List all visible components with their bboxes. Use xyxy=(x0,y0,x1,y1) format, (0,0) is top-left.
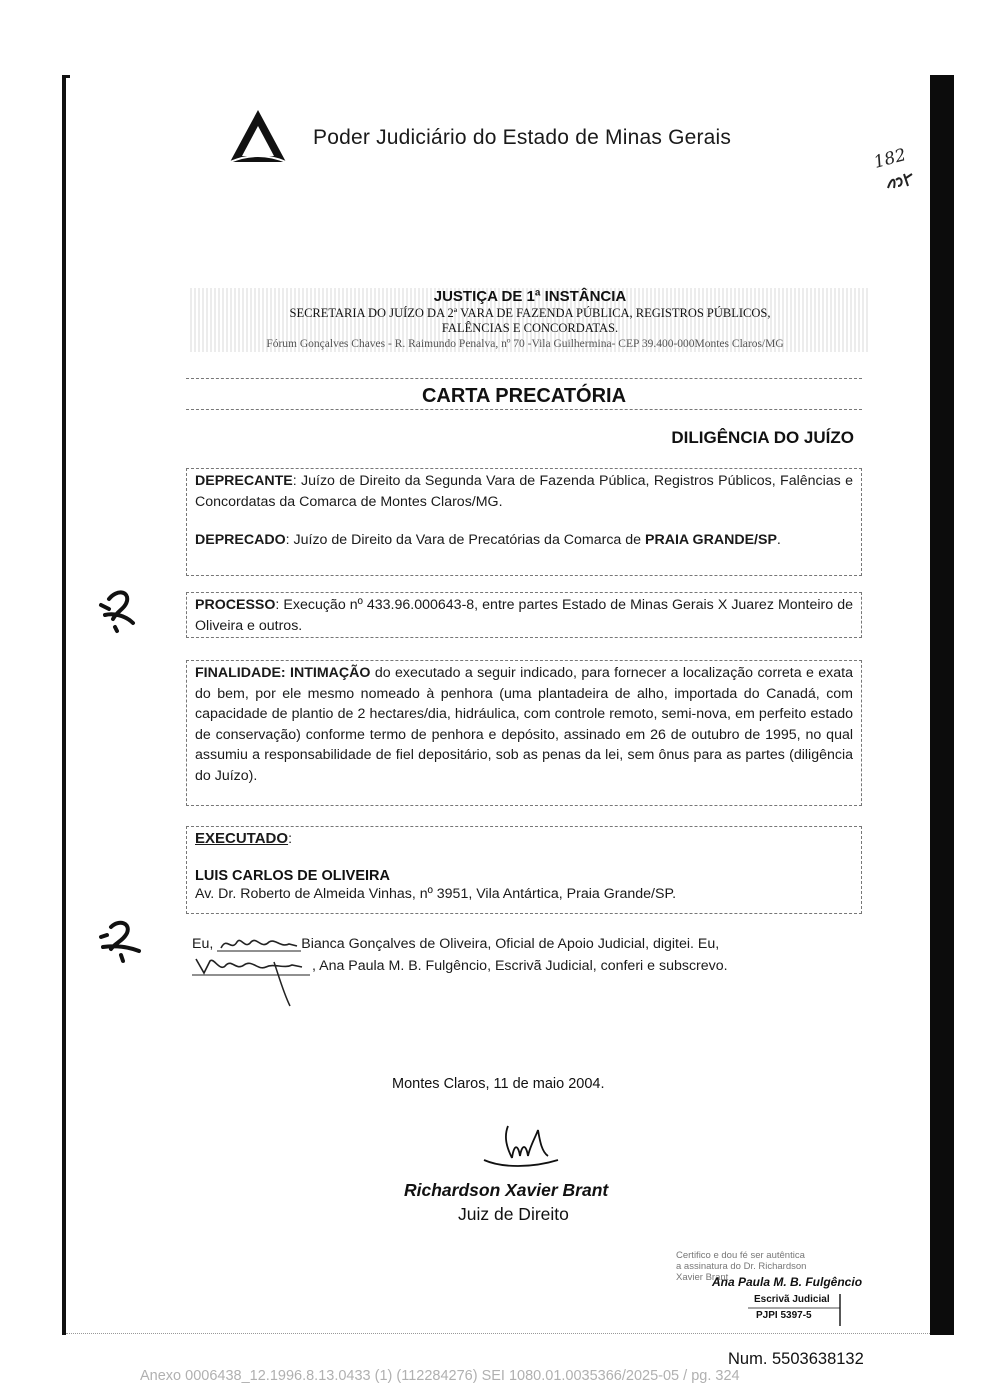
handwritten-page-number xyxy=(870,140,930,200)
deprecante-text: : Juízo de Direito da Segunda Vara de Fazenda Pública, Registros Públicos, Falências e Concordatas da Comarca de Montes Claros/MG. xyxy=(195,473,853,510)
finalidade-text: do executado a seguir indicado, para fornecer a localização correta e exata do bem, por ele mesmo nomeado à penhora (uma plantadeira de alho, importada do Canadá, com capacidade de plantio de 2 hectares/dia, hidráulica, com controle remoto, semi-nova, em perfeito estado de conservação) conforme termo de penhora e depósito, assinado em 26 de outubro de 1995, no qual assumiu a responsabilidade de fiel depositário, sob as penas da lei, sem ônus para as partes (diligência do Juízo). xyxy=(195,665,853,784)
deprecado-end: . xyxy=(776,532,781,548)
finalidade-paragraph xyxy=(195,663,853,786)
signature-line1-text: Bianca Gonçalves de Oliveira, Oficial de Apoio Judicial, digitei. Eu, xyxy=(301,936,720,952)
left-scan-tick xyxy=(62,75,70,78)
certificate-stamp-code: PJPI 5397-5 xyxy=(756,1310,812,1321)
executado-label: EXECUTADO xyxy=(195,830,289,847)
header-title: Poder Judiciário do Estado de Minas Gerais xyxy=(313,126,732,149)
right-scan-border xyxy=(930,75,954,1335)
processo-label: PROCESSO xyxy=(195,597,276,613)
deprecado-paragraph xyxy=(195,530,853,551)
certificate-signature: Ana Paula M. B. Fulgêncio xyxy=(712,1275,863,1289)
signature-line1 xyxy=(192,934,852,955)
deprecante-deprecado-box xyxy=(186,468,862,576)
page-number-text: 182 xyxy=(871,145,909,173)
deprecante-label: DEPRECANTE xyxy=(195,473,293,489)
judge-name: Richardson Xavier Brant xyxy=(404,1180,609,1200)
processo-box xyxy=(186,592,862,638)
executado-heading xyxy=(195,829,853,850)
deprecado-label: DEPRECADO xyxy=(195,532,286,548)
document-title-box xyxy=(186,378,862,410)
secretaria-line1: JUSTIÇA DE 1ª INSTÂNCIA xyxy=(433,288,627,305)
secretaria-line3: FALÊNCIAS E CONCORDATAS. xyxy=(441,321,619,335)
processo-text: : Execução nº 433.96.000643-8, entre partes Estado de Minas Gerais X Juarez Monteiro de Oliveira e outros. xyxy=(195,597,853,634)
judiciary-triangle-logo xyxy=(226,106,290,166)
judge-handwritten-signature xyxy=(482,1122,562,1174)
certificate-line2: a assinatura do Dr. Richardson xyxy=(676,1261,807,1272)
processo-paragraph xyxy=(195,595,853,636)
document-number: Num. 5503638132 xyxy=(728,1350,864,1368)
footer-reference: Anexo 0006438_12.1996.8.13.0433 (1) (112284276) SEI 1080.01.0035366/2025-05 / pg. 324 xyxy=(140,1368,740,1384)
secretaria-address: Fórum Gonçalves Chaves - R. Raimundo Penalva, nº 70 -Vila Guilhermina- CEP 39.400-000Montes Claros/MG xyxy=(266,338,784,350)
executado-colon: : xyxy=(288,831,293,847)
executado-name: LUIS CARLOS DE OLIVEIRA xyxy=(195,867,390,884)
certificate-line1: Certifico e dou fé ser autêntica xyxy=(676,1250,805,1261)
finalidade-box xyxy=(186,660,862,806)
certificate-stamp-role: Escrivã Judicial xyxy=(754,1294,830,1305)
deprecado-bold-text: PRAIA GRANDE/SP xyxy=(645,532,777,548)
signature-line1-start: Eu, xyxy=(192,936,214,952)
clerk-handwritten-signature xyxy=(217,934,301,954)
deprecado-text: : Juízo de Direito da Vara de Precatórias da Comarca de xyxy=(285,532,645,548)
deprecante-paragraph xyxy=(195,471,853,512)
handwritten-mark-2 xyxy=(95,915,150,965)
judge-role: Juiz de Direito xyxy=(458,1204,569,1224)
document-title: CARTA PRECATÓRIA xyxy=(421,385,627,407)
executado-address: Av. Dr. Roberto de Almeida Vinhas, nº 3951, Vila Antártica, Praia Grande/SP. xyxy=(195,885,677,902)
left-scan-border xyxy=(62,75,66,1335)
secretaria-line2: SECRETARIA DO JUÍZO DA 2ª VARA DE FAZENDA PÚBLICA, REGISTROS PÚBLICOS, xyxy=(289,306,771,320)
secretaria-header xyxy=(190,288,870,352)
finalidade-label: FINALIDADE: INTIMAÇÃO xyxy=(195,665,371,681)
certificate-line3: Xavier Brant xyxy=(676,1272,729,1283)
document-date: Montes Claros, 11 de maio 2004. xyxy=(392,1076,605,1092)
handwritten-mark-1 xyxy=(95,585,145,635)
signature-tail-stroke xyxy=(270,960,300,1010)
scan-bottom-line xyxy=(66,1333,930,1334)
executado-box xyxy=(186,826,862,914)
document-subtitle: DILIGÊNCIA DO JUÍZO xyxy=(671,428,854,447)
certificate-stamp-border xyxy=(742,1292,842,1328)
signature-line2-text: , Ana Paula M. B. Fulgêncio, Escrivã Judicial, conferi e subscrevo. xyxy=(312,957,728,974)
